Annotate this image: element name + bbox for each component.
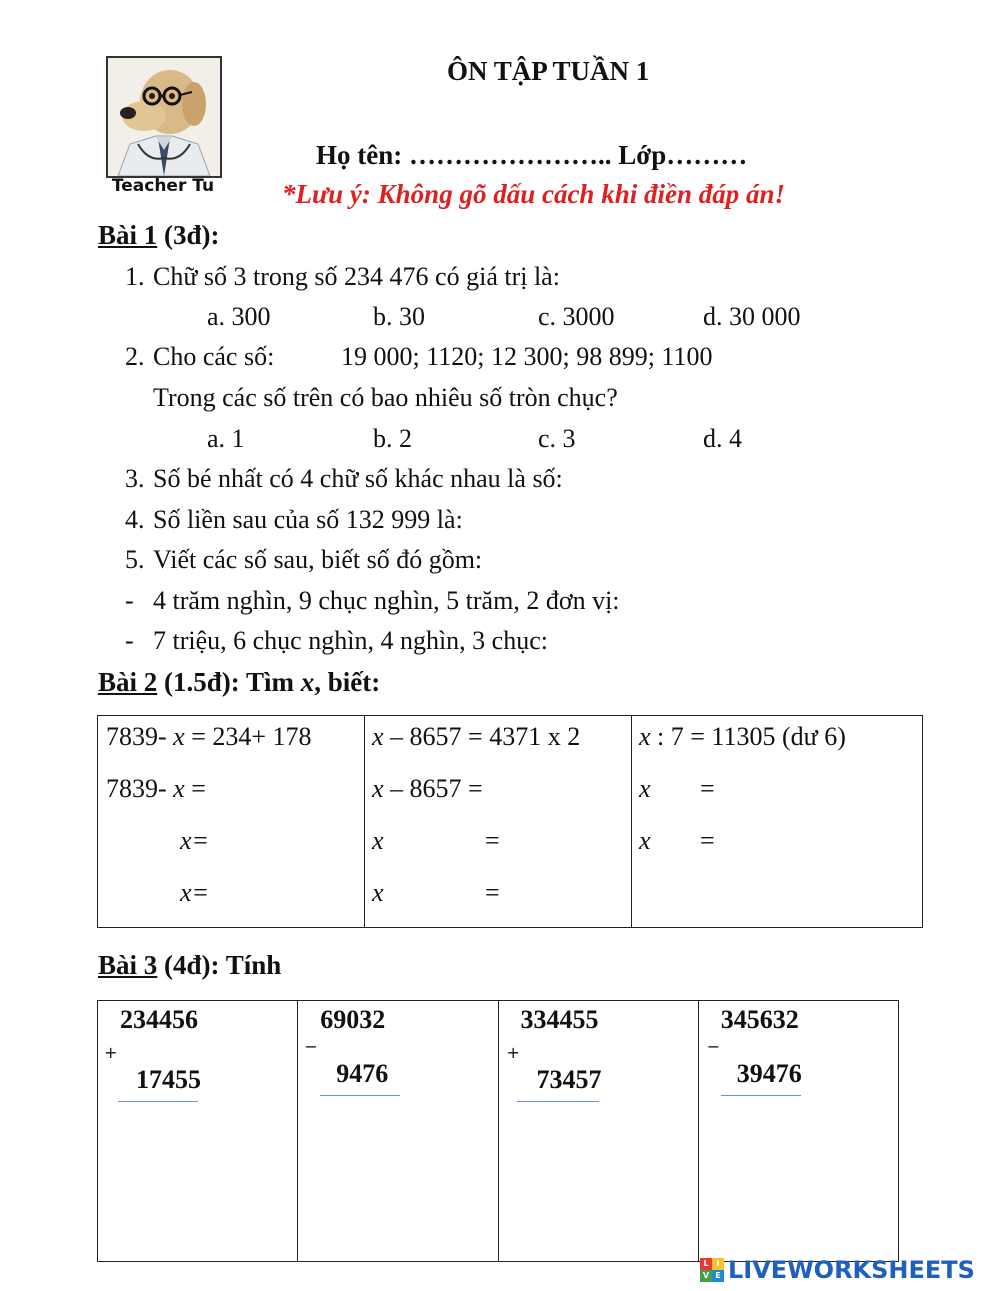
option-d: d. 30 000 xyxy=(703,302,801,331)
question-2 xyxy=(125,342,713,372)
operand-bottom: 39476 xyxy=(736,1059,802,1088)
exercise-3-points: (4đ): Tính xyxy=(157,950,282,980)
arithmetic-table xyxy=(97,1000,899,1262)
answer-equals: = xyxy=(485,878,500,907)
exercise-2-label: Bài 2 xyxy=(98,667,158,697)
liveworksheets-wordmark: LIVEWORKSHEETS xyxy=(728,1256,975,1284)
logo-caption: Teacher Tu xyxy=(111,176,215,196)
answer-equals: = xyxy=(700,774,715,803)
option-b: b. 2 xyxy=(373,424,412,453)
exercise-3-heading xyxy=(98,950,281,981)
exercise-2-points: (1.5đ): Tìm xyxy=(157,667,301,697)
exercise-1-points: (3đ): xyxy=(157,220,220,250)
answer-underline xyxy=(517,1101,599,1102)
find-x-cell-3 xyxy=(632,716,923,928)
operator-plus: + xyxy=(104,1043,118,1062)
question-text: Số liền sau của số 132 999 là: xyxy=(153,505,463,534)
question-lead: Cho các số: xyxy=(153,342,275,371)
answer-equals: = xyxy=(485,826,500,855)
exercise-2-suffix: , biết: xyxy=(314,667,381,697)
variable-x: x xyxy=(300,667,315,697)
exercise-3-label: Bài 3 xyxy=(98,950,158,980)
operand-bottom: 73457 xyxy=(536,1065,602,1094)
exercise-1-label: Bài 1 xyxy=(98,220,158,250)
name-class-line: Họ tên: ………………….. Lớp……… xyxy=(316,140,748,170)
item-text: 7 triệu, 6 chục nghìn, 4 nghìn, 3 chục: xyxy=(153,626,548,655)
question-number: 5. xyxy=(125,545,145,574)
question-5-item-1 xyxy=(125,586,620,616)
question-5 xyxy=(125,545,483,575)
answer-x: x xyxy=(639,826,651,855)
equation-line: 7839- x = 234+ 178 xyxy=(106,722,312,751)
arithmetic-cell-3 xyxy=(498,1001,698,1262)
find-x-cell-1 xyxy=(98,716,365,928)
answer-underline xyxy=(118,1101,198,1102)
arithmetic-cell-1 xyxy=(98,1001,298,1262)
question-number: 4. xyxy=(125,505,145,534)
find-x-cell-2 xyxy=(365,716,632,928)
equation-line: x – 8657 = 4371 x 2 xyxy=(372,722,581,751)
operator-minus: − xyxy=(304,1037,318,1056)
answer-line: x= xyxy=(180,878,210,907)
question-text: Số bé nhất có 4 chữ số khác nhau là số: xyxy=(153,464,563,493)
exercise-1-heading xyxy=(98,220,220,251)
answer-underline xyxy=(721,1095,801,1096)
question-4 xyxy=(125,505,463,535)
question-3 xyxy=(125,464,563,494)
operator-minus: − xyxy=(706,1037,721,1056)
question-number: 3. xyxy=(125,464,145,493)
question-text: Chữ số 3 trong số 234 476 có giá trị là: xyxy=(153,262,560,291)
item-text: 4 trăm nghìn, 9 chục nghìn, 5 trăm, 2 đơn vị: xyxy=(153,586,620,615)
operand-top: 234456 xyxy=(120,1005,198,1034)
question-number: 2. xyxy=(125,342,145,371)
question-text: Viết các số sau, biết số đó gồm: xyxy=(153,545,483,574)
liveworksheets-logo xyxy=(700,1255,975,1285)
worksheet-title: ÔN TẬP TUẦN 1 xyxy=(447,56,650,86)
option-c: c. 3000 xyxy=(538,302,615,331)
operator-plus: + xyxy=(506,1043,520,1062)
instruction-note: *Lưu ý: Không gõ dấu cách khi điền đáp án! xyxy=(282,179,785,209)
question-1 xyxy=(125,262,560,292)
liveworksheets-mark-icon: L I V E xyxy=(700,1258,724,1282)
answer-equals: = xyxy=(700,826,715,855)
answer-line: x= xyxy=(180,826,210,855)
answer-line: x – 8657 = xyxy=(372,774,483,803)
arithmetic-cell-4 xyxy=(698,1001,898,1262)
bullet-dash: - xyxy=(125,626,134,655)
exercise-2-heading xyxy=(98,667,380,698)
option-b: b. 30 xyxy=(373,302,425,331)
operand-bottom: 17455 xyxy=(136,1065,201,1094)
number-list: 19 000; 1120; 12 300; 98 899; 1100 xyxy=(341,342,713,371)
operand-top: 69032 xyxy=(320,1005,386,1034)
option-c: c. 3 xyxy=(538,424,576,453)
equation-line: x : 7 = 11305 (dư 6) xyxy=(639,722,846,751)
find-x-table xyxy=(97,715,923,928)
teacher-logo-image xyxy=(106,56,222,178)
arithmetic-cell-2 xyxy=(298,1001,498,1262)
answer-x: x xyxy=(372,826,384,855)
operand-bottom: 9476 xyxy=(336,1059,389,1088)
bullet-dash: - xyxy=(125,586,134,615)
operand-top: 345632 xyxy=(720,1005,799,1034)
answer-underline xyxy=(320,1095,400,1096)
answer-line: 7839- x = xyxy=(106,774,206,803)
option-a: a. 1 xyxy=(207,424,245,453)
question-number: 1. xyxy=(125,262,145,291)
operand-top: 334455 xyxy=(520,1005,599,1034)
question-5-item-2 xyxy=(125,626,548,656)
answer-x: x xyxy=(372,878,384,907)
option-a: a. 300 xyxy=(207,302,271,331)
option-d: d. 4 xyxy=(703,424,742,453)
dog-teacher-icon xyxy=(108,58,220,176)
question-text: Trong các số trên có bao nhiêu số tròn chục? xyxy=(153,383,618,412)
answer-x: x xyxy=(639,774,651,803)
